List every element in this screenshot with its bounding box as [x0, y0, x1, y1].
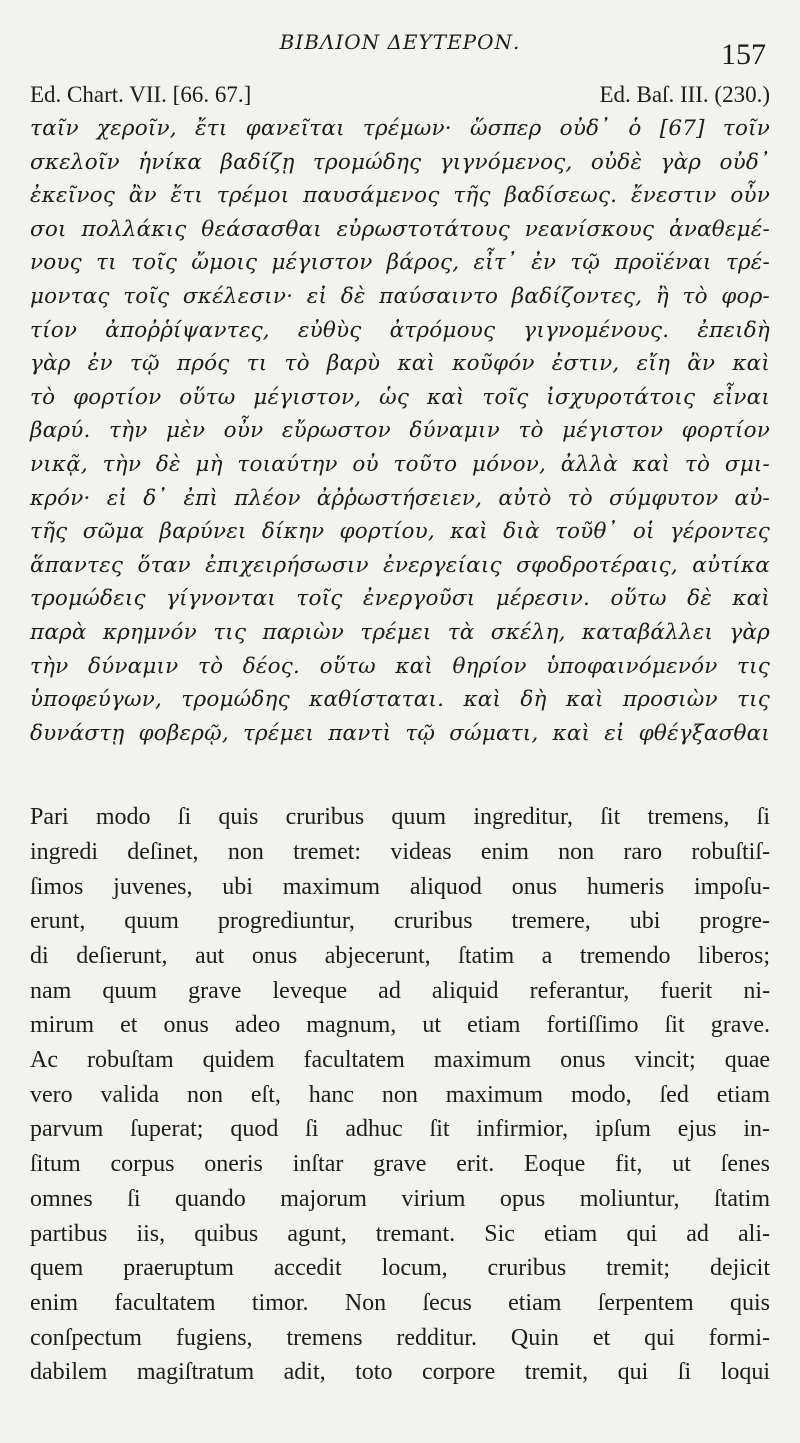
latin-line: quem praeruptum accedit locum, cruribus tremit; dejicit [30, 1255, 770, 1282]
latin-line: partibus iis, quibus agunt, tremant. Sic etiam qui ad ali- [30, 1220, 770, 1247]
greek-line: δυνάστῃ φοβερῷ, τρέμει παντὶ τῷ σώματι, καὶ εἰ φθέγξασθαι [30, 720, 770, 746]
greek-line: βαρύ. τὴν μὲν οὖν εὔρωστον δύναμιν τὸ μέγιστον φορτίον [30, 418, 770, 444]
latin-line: mirum et onus adeo magnum, ut etiam fortiſſimo ſit grave. [30, 1012, 770, 1039]
edition-reference-left: Ed. Chart. VII. [66. 67.] [30, 82, 252, 107]
latin-line: ingredi deſinet, non tremet: videas enim non raro robuſtiſ- [30, 838, 770, 865]
edition-reference-right: Ed. Baſ. III. (230.) [599, 82, 770, 107]
greek-text [30, 112, 770, 750]
greek-line: νους τι τοῖς ὤμοις μέγιστον βάρος, εἶτ᾽ ἐν τῷ προϊέναι τρέ- [30, 250, 770, 276]
latin-line: Pari modo ſi quis cruribus quum ingreditur, ſit tremens, ſi [30, 804, 770, 831]
latin-line: dabilem magiſtratum adit, toto corpore tremit, qui ſi loqui [30, 1359, 770, 1386]
page-number: 157 [721, 38, 766, 71]
greek-line: σκελοῖν ἡνίκα βαδίζῃ τρομώδης γιγνόμενος, οὐδὲ γὰρ οὐδ᾽ [30, 149, 770, 175]
latin-line: conſpectum fugiens, tremens redditur. Quin et qui formi- [30, 1324, 770, 1351]
latin-line: di deſierunt, aut onus abjecerunt, ſtatim a tremendo liberos; [30, 943, 770, 970]
latin-line: omnes ſi quando majorum virium opus moliuntur, ſtatim [30, 1185, 770, 1212]
book-page [30, 24, 770, 1424]
greek-line: τὸ φορτίον οὕτω μέγιστον, ὡς καὶ τοῖς ἰσχυροτάτοις εἶναι [30, 384, 770, 410]
greek-line: μοντας τοῖς σκέλεσιν· εἰ δὲ παύσαιντο βαδίζοντες, ἢ τὸ φορ- [30, 283, 770, 309]
greek-line: ἅπαντες ὅταν ἐπιχειρήσωσιν ἐνεργείαις σφοδροτέραις, αὐτίκα [30, 552, 770, 578]
latin-line: nam quum grave leveque ad aliquid referantur, fuerit ni- [30, 977, 770, 1004]
latin-line: ſimos juvenes, ubi maximum aliquod onus humeris impoſu- [30, 873, 770, 900]
running-head [30, 24, 770, 80]
edition-references [30, 80, 770, 110]
greek-line: τὴν δύναμιν τὸ δέος. οὕτω καὶ θηρίον ὑποφαινόμενόν τις [30, 653, 770, 679]
latin-line: Ac robuſtam quidem facultatem maximum onus vincit; quae [30, 1047, 770, 1074]
latin-translation [30, 800, 770, 1390]
latin-line: erunt, quum progrediuntur, cruribus tremere, ubi progre- [30, 908, 770, 935]
greek-line: κρόν· εἰ δ᾽ ἐπὶ πλέον ἀῤῥωστήσειεν, αὐτὸ τὸ σύμφυτον αὐ- [30, 485, 770, 511]
greek-line: τρομώδεις γίγνονται τοῖς ἐνεργοῦσι μέρεσιν. οὕτω δὲ καὶ [30, 586, 770, 612]
latin-line: vero valida non eſt, hanc non maximum modo, ſed etiam [30, 1081, 770, 1108]
greek-line: τίον ἀποῤῥίψαντες, εὐθὺς ἀτρόμους γιγνομένους. ἐπειδὴ [30, 317, 770, 343]
greek-line: γὰρ ἐν τῷ πρός τι τὸ βαρὺ καὶ κοῦφόν ἐστιν, εἴη ἂν καὶ [30, 351, 770, 377]
greek-line: ὑποφεύγων, τρομώδης καθίσταται. καὶ δὴ καὶ προσιὼν τις [30, 687, 770, 713]
greek-line: νικᾷ, τὴν δὲ μὴ τοιαύτην οὐ τοῦτο μόνον, ἀλλὰ καὶ τὸ σμι- [30, 451, 770, 477]
greek-line: τῆς σῶμα βαρύνει δίκην φορτίου, καὶ διὰ τοῦθ᾽ οἱ γέροντες [30, 519, 770, 545]
latin-line: parvum ſuperat; quod ſi adhuc ſit infirmior, ipſum ejus in- [30, 1116, 770, 1143]
greek-line: ἐκεῖνος ἂν ἔτι τρέμοι παυσάμενος τῆς βαδίσεως. ἔνεστιν οὖν [30, 183, 770, 209]
running-title: ΒΙΒΛΙΟΝ ΔΕΥΤΕΡΟΝ. [279, 30, 521, 54]
latin-line: ſitum corpus oneris inſtar grave erit. Eoque fit, ut ſenes [30, 1151, 770, 1178]
greek-line: σοι πολλάκις θεάσασθαι εὐρωστοτάτους νεανίσκους ἀναθεμέ- [30, 216, 770, 242]
latin-line: enim facultatem timor. Non ſecus etiam ſerpentem quis [30, 1289, 770, 1316]
greek-line: παρὰ κρημνόν τις παριὼν τρέμει τὰ σκέλη, καταβάλλει γὰρ [30, 619, 770, 645]
greek-line: ταῖν χεροῖν, ἔτι φανεῖται τρέμων· ὥσπερ οὐδ᾽ ὁ [67] τοῖν [30, 116, 770, 141]
